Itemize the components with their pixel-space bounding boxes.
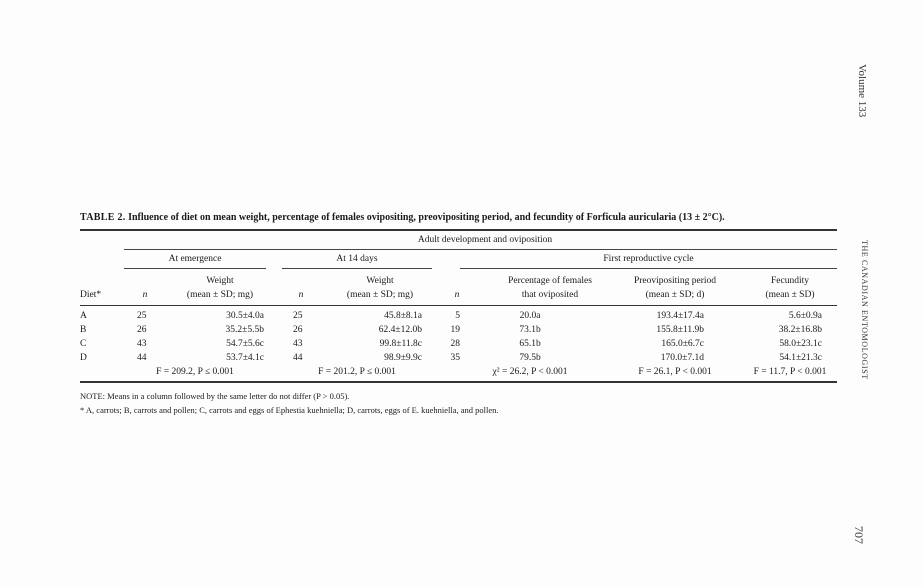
cell-n-reproductive: 28 (450, 339, 460, 349)
stat-percentage: χ² = 26.2, P < 0.001 (492, 367, 568, 377)
cell-percentage: 79.5b (519, 353, 541, 363)
cell-percentage: 65.1b (519, 339, 541, 349)
group-rule-reproductive (460, 268, 837, 269)
cell-preovipositing: 170.0±7.1d (660, 353, 704, 363)
cell-n-emergence: 44 (137, 353, 147, 363)
header-preovipositing: Preovipositing period (633, 276, 717, 286)
spanner-rule (124, 249, 837, 250)
cell-weight-14-days: 62.4±12.0b (378, 325, 422, 335)
table-notes (80, 389, 499, 417)
cell-n-emergence: 25 (137, 311, 147, 321)
group-heading-emergence: At emergence (168, 254, 222, 264)
cell-percentage: 20.0a (519, 311, 541, 321)
header-preovipositing-unit: (mean ± SD; d) (645, 290, 705, 300)
table-label: TABLE 2. (80, 212, 126, 223)
header-percentage: Percentage of females (508, 276, 592, 286)
cell-n-14-days: 25 (293, 311, 303, 321)
group-heading-14-days: At 14 days (336, 254, 378, 264)
cell-n-14-days: 44 (293, 353, 303, 363)
table-top-rule (80, 229, 837, 231)
cell-preovipositing: 193.4±17.4a (656, 311, 704, 321)
group-heading-reproductive: First reproductive cycle (603, 254, 694, 264)
volume-label: Volume 133 (856, 64, 868, 118)
cell-n-14-days: 43 (293, 339, 303, 349)
table-caption-text: Influence of diet on mean weight, percentage of females ovipositing, preovipositing period, and fecundity of Forficula auricularia (13 ± 2°C). (128, 212, 725, 223)
table-caption (80, 212, 840, 223)
stat-weight-emergence: F = 209.2, P ≤ 0.001 (156, 367, 234, 377)
cell-preovipositing: 155.8±11.9b (656, 325, 704, 335)
header-weight-emergence: Weight (206, 276, 234, 286)
header-n-reproductive: n (454, 290, 460, 300)
header-bottom-rule (80, 305, 837, 306)
cell-diet: B (80, 325, 87, 335)
cell-diet: C (80, 339, 87, 349)
cell-n-14-days: 26 (293, 325, 303, 335)
cell-weight-14-days: 99.8±11.8c (379, 339, 422, 349)
header-weight-emergence-unit: (mean ± SD; mg) (186, 290, 254, 300)
cell-weight-emergence: 54.7±5.6c (226, 339, 264, 349)
cell-fecundity: 58.0±23.1c (779, 339, 822, 349)
header-percentage-sub: that oviposited (521, 290, 579, 300)
cell-weight-14-days: 98.9±9.9c (384, 353, 422, 363)
journal-title: THE CANADIAN ENTOMOLOGIST (860, 240, 869, 380)
cell-fecundity: 54.1±21.3c (779, 353, 822, 363)
cell-fecundity: 5.6±0.9a (788, 311, 822, 321)
stat-weight-14-days: F = 201.2, P ≤ 0.001 (318, 367, 396, 377)
cell-n-reproductive: 5 (455, 311, 460, 321)
header-weight-14-days-unit: (mean ± SD; mg) (346, 290, 414, 300)
stat-fecundity: F = 11.7, P < 0.001 (753, 367, 827, 377)
cell-n-emergence: 43 (137, 339, 147, 349)
header-n-14-days: n (298, 290, 304, 300)
cell-diet: A (80, 311, 87, 321)
header-diet: Diet* (80, 290, 102, 300)
cell-weight-emergence: 30.5±4.0a (226, 311, 264, 321)
cell-fecundity: 38.2±16.8b (778, 325, 822, 335)
cell-n-reproductive: 35 (450, 353, 460, 363)
cell-weight-emergence: 35.2±5.5b (225, 325, 264, 335)
cell-weight-14-days: 45.8±8.1a (384, 311, 422, 321)
cell-diet: D (80, 353, 87, 363)
cell-n-reproductive: 19 (450, 325, 460, 335)
group-rule-14-days (282, 268, 432, 269)
cell-n-emergence: 26 (137, 325, 147, 335)
header-fecundity-unit: (mean ± SD) (765, 290, 815, 300)
cell-percentage: 73.1b (519, 325, 541, 335)
table-note: NOTE: Means in a column followed by the same letter do not differ (P > 0.05). (80, 391, 350, 401)
cell-weight-emergence: 53.7±4.1c (226, 353, 264, 363)
header-n-emergence: n (142, 290, 148, 300)
table-footnote: * A, carrots; B, carrots and pollen; C, carrots and eggs of Ephestia kuehniella; D, carrots, eggs of E. kuehniella, and pollen. (80, 405, 499, 415)
cell-preovipositing: 165.0±6.7c (661, 339, 704, 349)
header-fecundity: Fecundity (771, 276, 809, 286)
table-bottom-rule (80, 381, 837, 383)
page-number: 707 (852, 526, 866, 544)
header-weight-14-days: Weight (366, 276, 394, 286)
stat-preovipositing: F = 26.1, P < 0.001 (638, 367, 712, 377)
spanner-heading: Adult development and oviposition (417, 235, 553, 245)
group-rule-emergence (124, 268, 266, 269)
